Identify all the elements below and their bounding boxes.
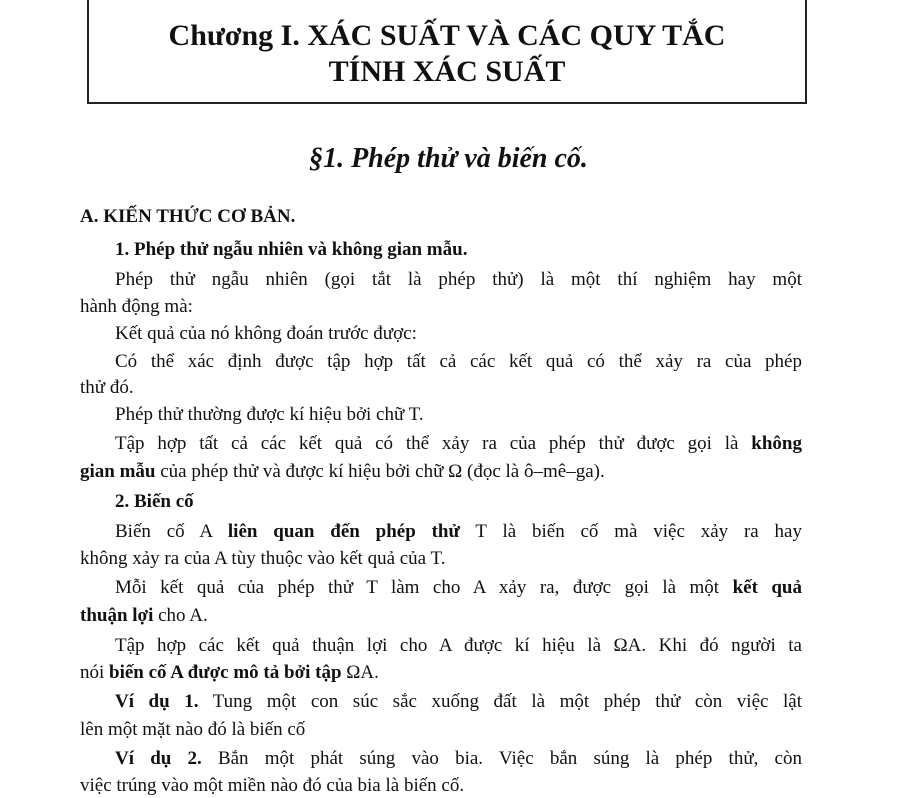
paragraph-line <box>80 604 208 628</box>
text-run: cho A. <box>153 605 208 626</box>
chapter-title-line1: Chương I. XÁC SUẤT VÀ CÁC QUY TẮC <box>168 19 726 52</box>
text-run: T là biến cố mà việc xảy ra hay <box>459 521 802 542</box>
example-1-line: lên một mặt nào đó là biến cố <box>80 719 306 740</box>
example-1-line <box>115 690 802 714</box>
paragraph-line: hành động mà: <box>80 296 193 317</box>
example-label: Ví dụ 1. <box>115 691 199 712</box>
paragraph-line: Phép thử thường được kí hiệu bởi chữ T. <box>115 404 424 425</box>
text-run: Bắn một phát súng vào bia. Việc bắn súng là phép thử, còn <box>201 748 802 769</box>
paragraph-line: Tập hợp các kết quả thuận lợi cho A được kí hiệu là ΩA. Khi đó người ta <box>115 635 802 656</box>
paragraph-line <box>115 576 802 600</box>
text-run: Tập hợp tất cả các kết quả có thể xảy ra của phép thử được gọi là <box>115 433 752 454</box>
text-run: Biến cố A <box>115 521 228 542</box>
paragraph-line <box>115 520 802 544</box>
paragraph-line: thử đó. <box>80 377 134 398</box>
example-2-line: việc trúng vào một miền nào đó của bia là biến cố. <box>80 775 465 796</box>
paragraph-line: Có thể xác định được tập hợp tất cả các kết quả có thể xảy ra của phép <box>115 351 802 372</box>
paragraph-line: Phép thử ngẫu nhiên (gọi tắt là phép thử) là một thí nghiệm hay một <box>115 269 802 290</box>
text-run: Tung một con súc sắc xuống đất là một phép thử còn việc lật <box>198 691 802 712</box>
section-title: §1. Phép thử và biến cố. <box>309 143 588 174</box>
paragraph-line: không xảy ra của A tùy thuộc vào kết quả của T. <box>80 548 446 569</box>
paragraph-line <box>115 432 802 456</box>
text-run: của phép thử và được kí hiệu bởi chữ Ω (đọc là ô–mê–ga). <box>155 461 605 482</box>
bold-term: biến cố A được mô tả bởi tập <box>109 662 342 683</box>
subsection-1-heading: 1. Phép thử ngẫu nhiên và không gian mẫu. <box>115 239 468 260</box>
chapter-title-box <box>87 0 807 104</box>
example-label: Ví dụ 2. <box>115 748 202 769</box>
subsection-2-heading: 2. Biến cố <box>115 491 194 512</box>
text-run: nói <box>80 662 110 683</box>
paragraph-line <box>80 661 379 685</box>
bold-term: gian mẫu <box>80 461 156 482</box>
chapter-title-line2: TÍNH XÁC SUẤT <box>328 55 566 88</box>
bold-term: không <box>751 433 802 454</box>
paragraph-line <box>80 460 605 484</box>
paragraph-line: Kết quả của nó không đoán trước được: <box>115 323 417 344</box>
bold-term: liên quan đến phép thử <box>227 521 460 542</box>
text-run: ΩA. <box>341 662 379 683</box>
part-a-heading: A. KIẾN THỨC CƠ BẢN. <box>80 206 296 227</box>
bold-term: kết quả <box>732 577 802 598</box>
bold-term: thuận lợi <box>80 605 154 626</box>
example-2-line <box>115 747 802 771</box>
text-run: Mỗi kết quả của phép thử T làm cho A xảy ra, được gọi là một <box>115 577 733 598</box>
